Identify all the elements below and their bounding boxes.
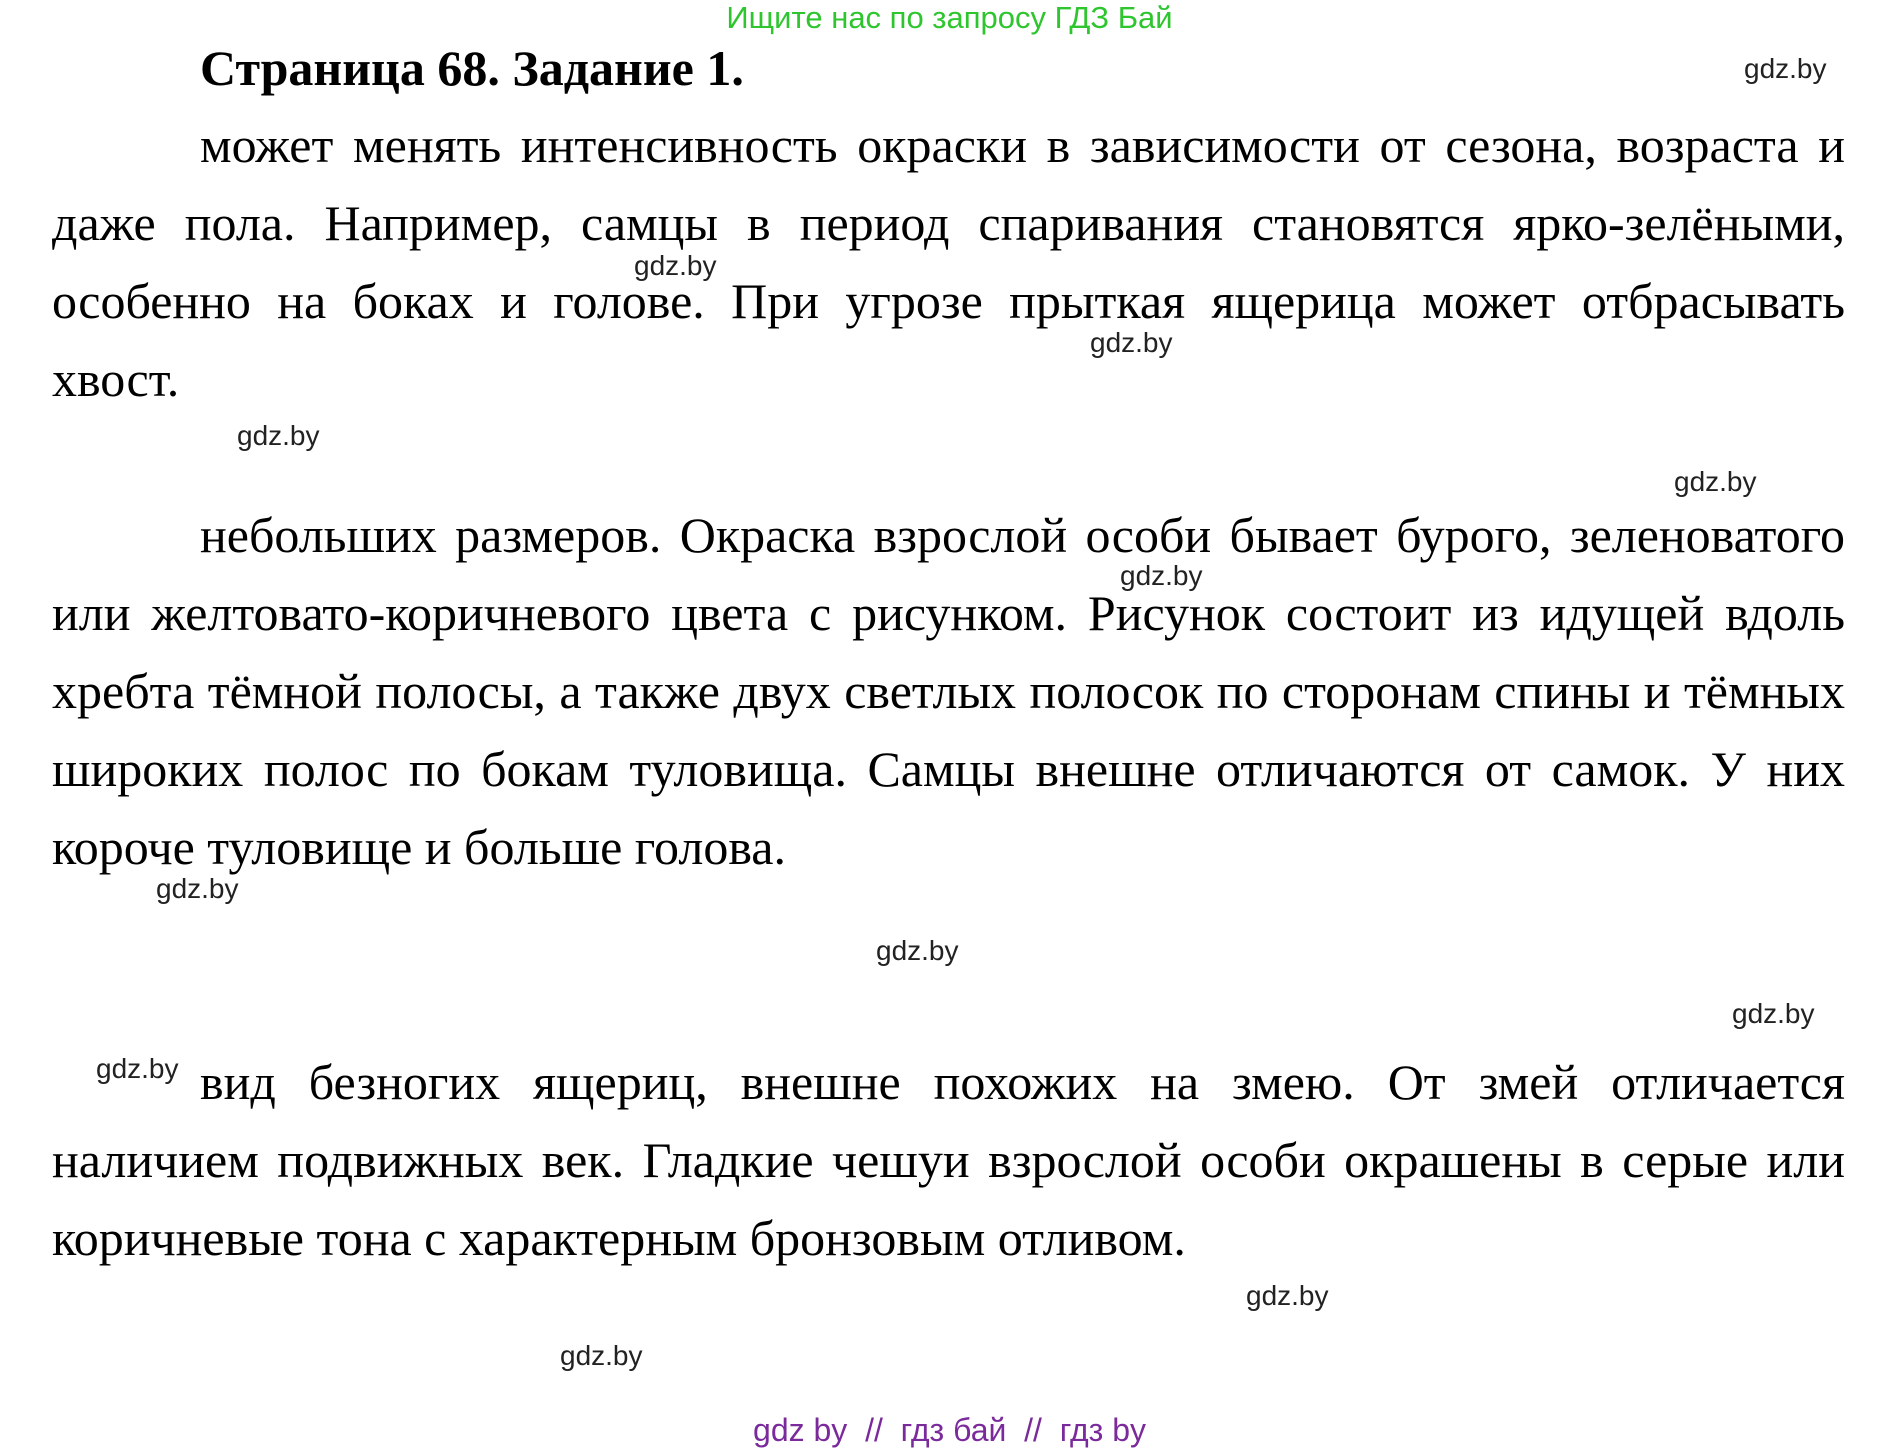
page-title: Страница 68. Задание 1. [200, 40, 744, 96]
watermark: gdz.by [96, 1053, 179, 1084]
watermark: gdz.by [1744, 53, 1827, 84]
watermark: gdz.by [1090, 327, 1173, 358]
watermark: gdz.by [1120, 560, 1203, 591]
footer-links: gdz by // гдз бай // гдз by [753, 1412, 1146, 1448]
watermark: gdz.by [560, 1340, 643, 1371]
watermark: gdz.by [1674, 466, 1757, 497]
watermark: gdz.by [156, 873, 239, 904]
watermark: gdz.by [1732, 998, 1815, 1029]
watermark: gdz.by [634, 250, 717, 281]
paragraph-3: вид безногих ящериц, внешне похожих на змею. От змей отличается наличием подвижных век. Гладкие чешуи взрослой особи окрашены в серые или коричневые тона с характерным бронзовым отливом. [52, 1054, 1845, 1266]
search-banner: Ищите нас по запросу ГДЗ Бай [726, 0, 1173, 35]
watermark: gdz.by [876, 935, 959, 966]
paragraph-1: может менять интенсивность окраски в зависимости от сезона, возраста и даже пола. Например, самцы в период спаривания становятся ярко-зелёными, особенно на боках и голове. При угрозе прыткая ящерица может отбрасывать хвост. [52, 117, 1845, 407]
watermark: gdz.by [1246, 1280, 1329, 1311]
paragraph-2: небольших размеров. Окраска взрослой особи бывает бурого, зеленоватого или желтовато-коричневого цвета с рисунком. Рисунок состоит из идущей вдоль хребта тёмной полосы, а также двух светлых полосок по сторонам спины и тёмных широких полос по бокам туловища. Самцы внешне отличаются от самок. У них короче туловище и больше голова. [52, 507, 1845, 875]
watermark: gdz.by [237, 420, 320, 451]
